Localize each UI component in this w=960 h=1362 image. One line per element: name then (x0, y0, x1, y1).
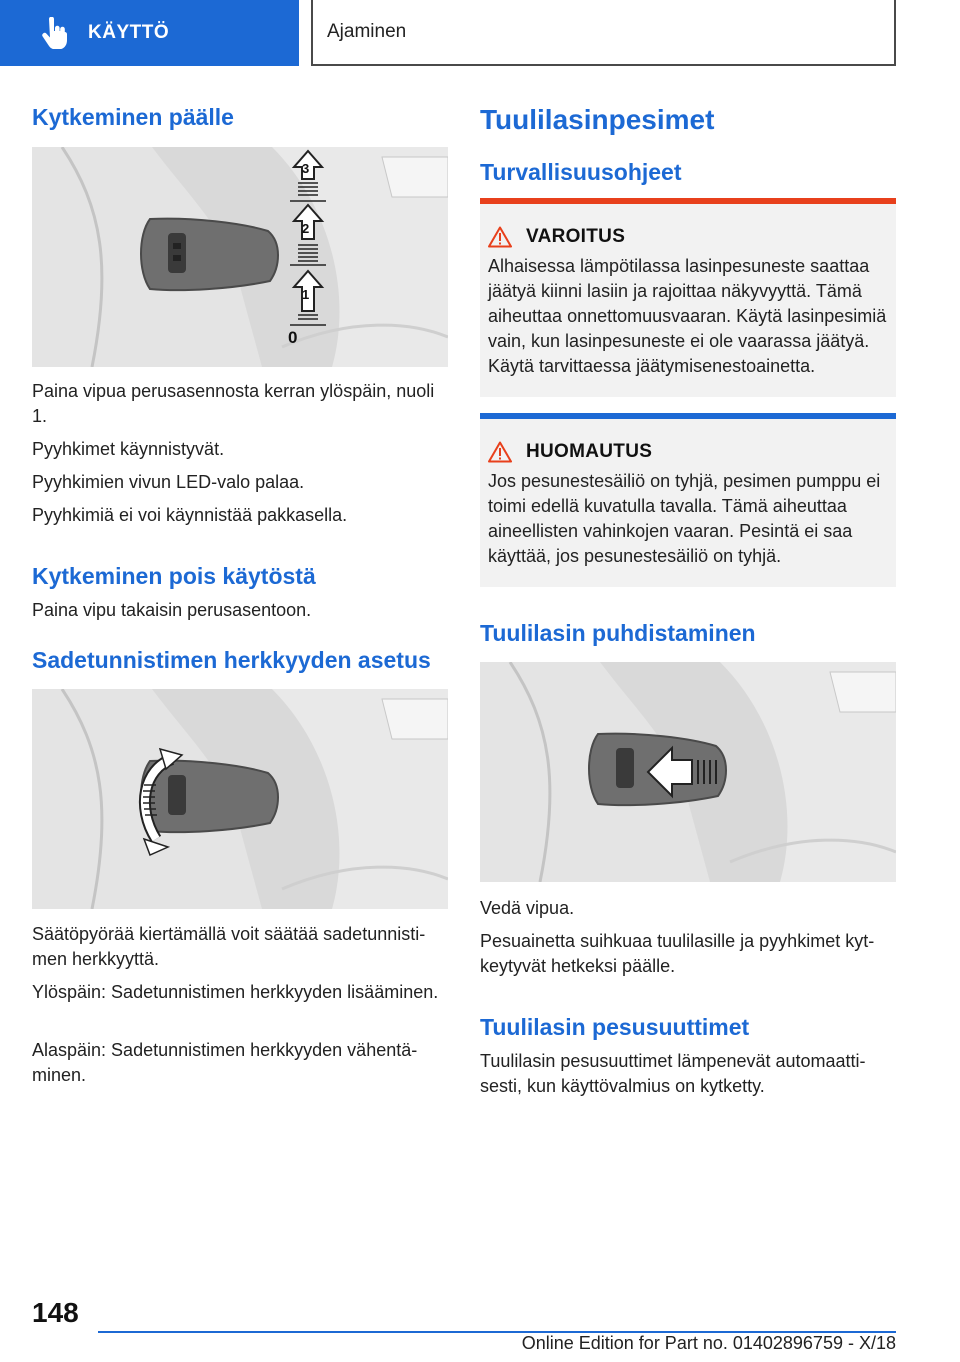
text-down-decrease: Alaspäin: Sadetunnistimen herkkyyden vähentäminen. (32, 1040, 418, 1085)
text-nozzles-heated: Tuulilasin pesusuuttimet lämpenevät automaattisesti, kun käyttövalmius on kytketty. (480, 1051, 866, 1096)
section-tab[interactable] (311, 0, 896, 66)
fig1-label-0: 0 (288, 328, 298, 347)
text-push-lever: Paina vipua perusasennosta kerran ylöspäin, nuoli 1. (32, 381, 435, 426)
text-up-increase: Ylöspäin: Sadetunnistimen herkkyyden lisääminen. (32, 982, 439, 1002)
figure-wiper-lever-positions (32, 147, 448, 367)
heading-switch-on: Kytkeminen päälle (32, 104, 234, 130)
figure-sensor-thumbwheel (32, 689, 448, 909)
footer-edition: Online Edition for Part no. 01402896759 - X/18 (521, 1333, 896, 1353)
text-thumbwheel: Säätöpyörää kiertämällä voit säätää sadetunnistimen herkkyyttä. (32, 924, 426, 969)
heading-windshield-cleaning: Tuulilasin puhdistaminen (480, 620, 756, 646)
warning-title: VAROITUS (526, 226, 626, 247)
fig1-label-1: 1 (302, 287, 310, 302)
notice-text: Jos pesunestesäiliö on tyhjä, pesimen pumppu ei toimi edellä kuvatulla tavalla. Tämä aiheuttaa aineellisten vahinkojen vaaran. Pesintä ei saa käyttää, jos pesunestesäiliö on tyhjä. (488, 471, 881, 566)
fig1-label-3: 3 (302, 161, 310, 176)
text-wipers-start: Pyyhkimet käynnistyvät. (32, 439, 225, 459)
heading-rain-sensor: Sadetunnistimen herkkyyden asetus (32, 647, 431, 673)
heading-switch-off: Kytkeminen pois käytöstä (32, 563, 316, 589)
fig1-label-2: 2 (302, 221, 310, 236)
heading-safety: Turvallisuusohjeet (480, 159, 682, 185)
text-lever-back: Paina vipu takaisin perusasentoon. (32, 600, 312, 620)
text-led-on: Pyyhkimien vivun LED-valo palaa. (32, 472, 305, 492)
notice-box (480, 413, 896, 587)
heading-washer-nozzles: Tuulilasin pesusuuttimet (480, 1014, 750, 1040)
text-frost: Pyyhkimiä ei voi käynnistää pakkasella. (32, 505, 348, 525)
heading-washers: Tuulilasinpesimet (480, 104, 715, 135)
warning-triangle-icon (488, 226, 512, 248)
text-fluid-sprays: Pesuainetta suihkuaa tuulilasille ja pyyhkimet kytkeytyvät hetkeksi päälle. (480, 931, 875, 976)
warning-box (480, 198, 896, 397)
notice-title: HUOMAUTUS (526, 441, 653, 462)
page-number: 148 (32, 1297, 79, 1328)
page-header (0, 0, 960, 66)
pointing-hand-icon (40, 17, 68, 49)
figure-pull-lever (480, 662, 896, 882)
section-label: Ajaminen (327, 21, 407, 42)
chapter-label: KÄYTTÖ (88, 22, 170, 43)
chapter-tab[interactable] (0, 0, 299, 66)
text-pull-lever: Vedä vipua. (480, 898, 575, 918)
notice-triangle-icon (488, 441, 512, 463)
warning-text: Alhaisessa lämpötilassa lasinpesuneste saattaa jäätyä kiinni lasiin ja rajoittaa näkyvyyttä. Tämä aiheuttaa onnettomuusvaaran. Käytä lasinpesimiä vain, kun lasinpesuneste ei ole vaarassa jäätyä. Käytä tarvittaessa jäätymisenestoainetta. (488, 256, 887, 376)
